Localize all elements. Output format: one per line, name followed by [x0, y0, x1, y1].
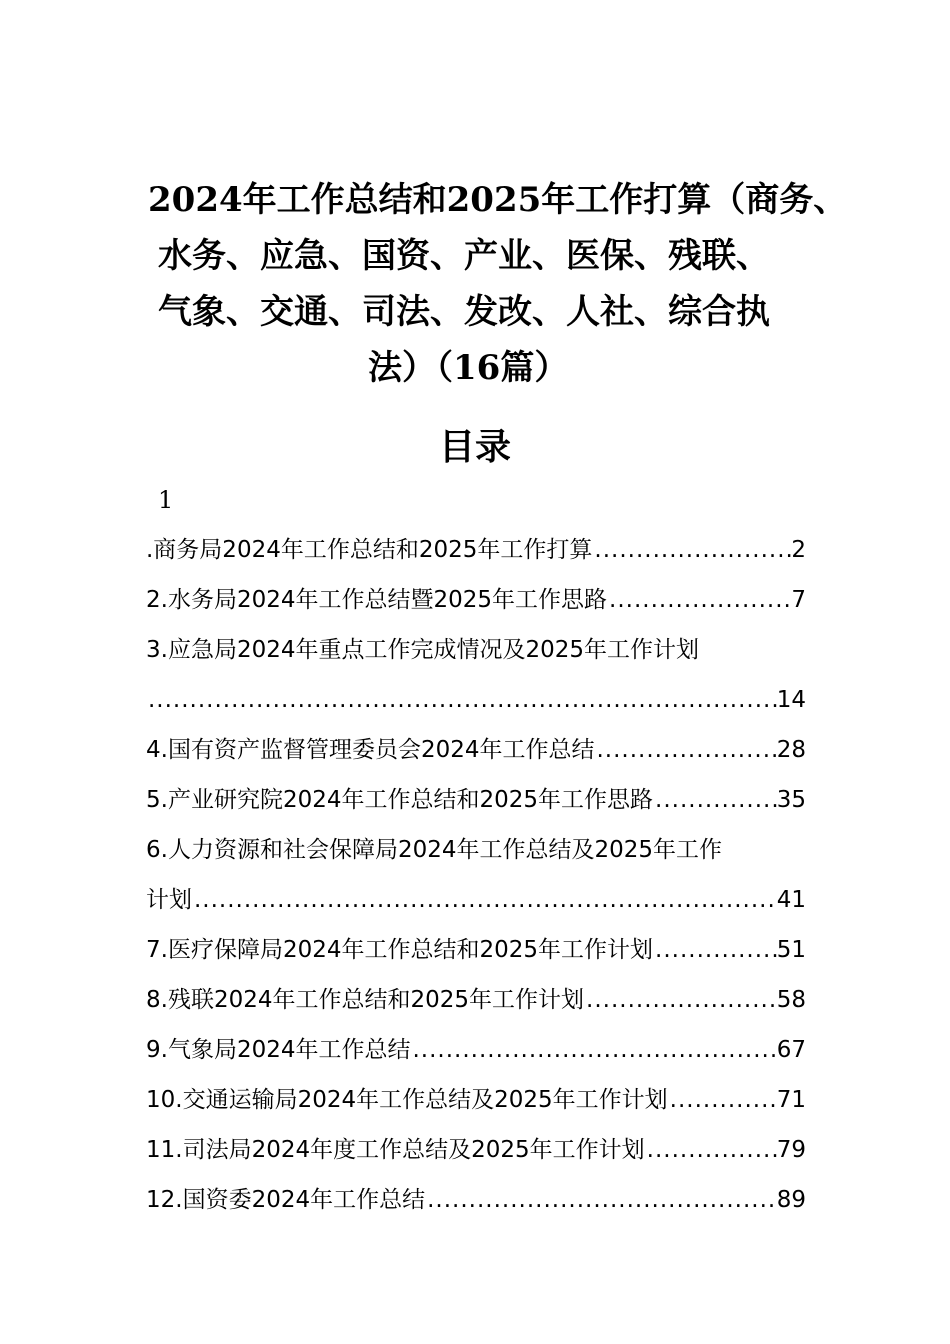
- toc-entry-label: 12.国资委2024年工作总结: [146, 1187, 426, 1213]
- toc-entry-label: 5.产业研究院2024年工作总结和2025年工作思路: [146, 787, 654, 813]
- toc-entry-label: .商务局2024年工作总结和2025年工作打算: [146, 537, 593, 563]
- toc-entry-12[interactable]: [146, 1175, 806, 1225]
- toc-entry-5[interactable]: [146, 775, 806, 825]
- toc-entry-page: 71: [776, 1087, 806, 1113]
- toc-entry-page: 2: [791, 537, 806, 563]
- toc-entry-1[interactable]: [146, 525, 806, 575]
- toc-entry-label: 4.国有资产监督管理委员会2024年工作总结: [146, 737, 595, 763]
- toc-entry-label: 2.水务局2024年工作总结暨2025年工作思路: [146, 587, 608, 613]
- toc-leader-dots: [584, 975, 777, 1025]
- toc-leader-dots: [192, 875, 777, 925]
- toc-entry-label: 7.医疗保障局2024年工作总结和2025年工作计划: [146, 937, 654, 963]
- toc-leader-dots: [594, 725, 776, 775]
- toc-entry-page: 89: [776, 1187, 806, 1213]
- toc-entry-11[interactable]: [146, 1125, 806, 1175]
- toc-entry-page: 51: [776, 937, 806, 963]
- toc-entry-page: 79: [776, 1137, 806, 1163]
- toc-leader-dots: [146, 675, 777, 725]
- toc-entry-label: 计划: [146, 887, 192, 913]
- toc-entry-10[interactable]: [146, 1075, 806, 1125]
- toc-entry-label: 10.交通运输局2024年工作总结及2025年工作计划: [146, 1087, 668, 1113]
- toc-entry-3[interactable]: [146, 625, 806, 675]
- table-of-contents: [146, 525, 806, 1225]
- toc-entry-page: 28: [776, 737, 806, 763]
- toc-entry-8[interactable]: [146, 975, 806, 1025]
- toc-entry-page: 35: [776, 787, 806, 813]
- toc-leader-dots: [653, 775, 777, 825]
- toc-entry-6-continued[interactable]: [146, 875, 806, 925]
- toc-heading: 目录: [438, 426, 511, 468]
- toc-leader-dots: [592, 525, 791, 575]
- toc-entry-label: 8.残联2024年工作总结和2025年工作计划: [146, 987, 585, 1013]
- toc-leader-dots: [668, 1075, 777, 1125]
- toc-entry-label: 3.应急局2024年重点工作完成情况及2025年工作计划: [146, 637, 700, 663]
- toc-entry-label: 11.司法局2024年度工作总结及2025年工作计划: [146, 1137, 645, 1163]
- title-line-3: 气象、交通、司法、发改、人社、综合执: [158, 292, 770, 332]
- title-line-1: 2024年工作总结和2025年工作打算（商务、: [148, 180, 848, 220]
- toc-entry-page: 58: [776, 987, 806, 1013]
- toc-entry-2[interactable]: [146, 575, 806, 625]
- title-line-2: 水务、应急、国资、产业、医保、残联、: [158, 236, 770, 276]
- toc-entry-page: 14: [776, 687, 806, 713]
- toc-entry-page: 41: [776, 887, 806, 913]
- toc-first-number: 1: [158, 486, 174, 514]
- toc-leader-dots: [425, 1175, 777, 1225]
- toc-entry-3-continued[interactable]: [146, 675, 806, 725]
- toc-entry-label: 9.气象局2024年工作总结: [146, 1037, 411, 1063]
- toc-entry-page: 67: [776, 1037, 806, 1063]
- toc-leader-dots: [410, 1025, 776, 1075]
- toc-entry-6[interactable]: [146, 825, 806, 875]
- toc-leader-dots: [645, 1125, 777, 1175]
- toc-entry-9[interactable]: [146, 1025, 806, 1075]
- title-line-4: 法）（16篇）: [368, 348, 569, 388]
- document-title: [120, 172, 848, 396]
- toc-entry-page: 7: [791, 587, 806, 613]
- toc-leader-dots: [607, 575, 791, 625]
- toc-entry-7[interactable]: [146, 925, 806, 975]
- toc-entry-label: 6.人力资源和社会保障局2024年工作总结及2025年工作: [146, 837, 723, 863]
- toc-entry-4[interactable]: [146, 725, 806, 775]
- toc-leader-dots: [653, 925, 777, 975]
